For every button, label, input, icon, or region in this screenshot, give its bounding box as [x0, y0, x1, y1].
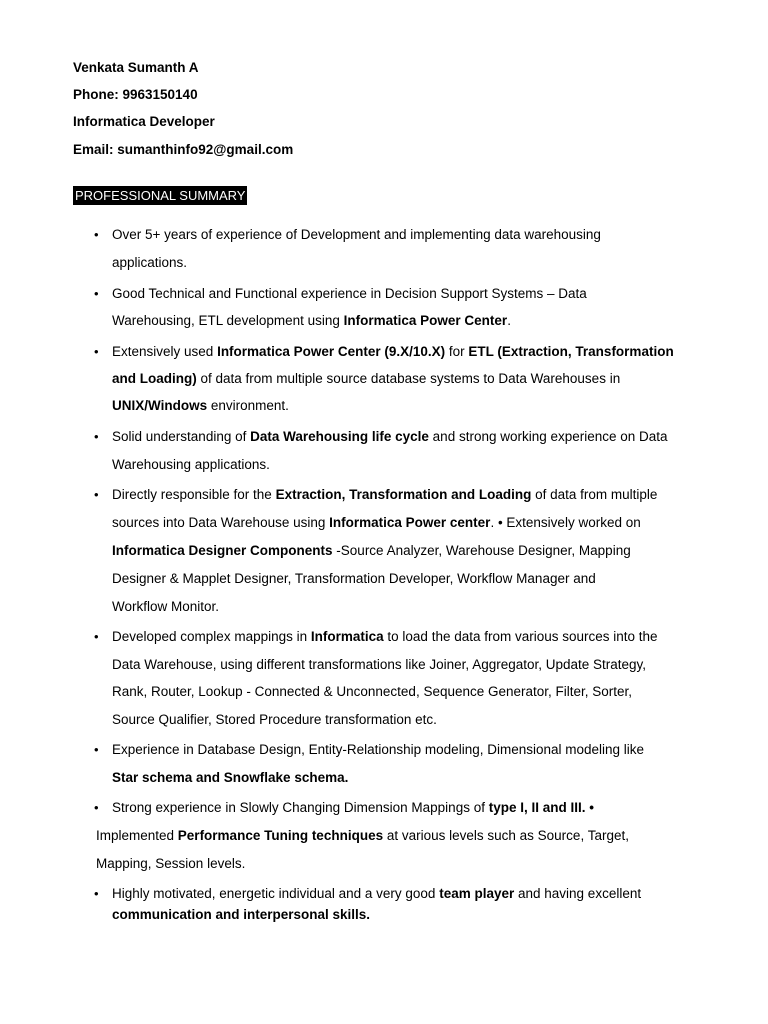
summary-bullet-line — [112, 886, 641, 902]
bold-text: Informatica — [310, 629, 384, 644]
bullet-glyph: • — [94, 886, 99, 901]
summary-bullet-line — [112, 457, 270, 473]
text-run: for — [445, 344, 469, 359]
text-run: Data Warehouse, using different transformations like Joiner, Aggregator, Update Strategy, — [112, 657, 647, 672]
text-run: Experience in Database Design, Entity-Relationship modeling, Dimensional modeling like — [112, 742, 645, 757]
text-run: Developed complex mappings in — [112, 629, 311, 644]
text-run: . • Extensively worked on — [490, 515, 641, 530]
bold-text: UNIX/Windows — [112, 398, 208, 413]
summary-bullet-line — [112, 429, 668, 445]
summary-bullet-line — [112, 657, 646, 673]
summary-bullet-line — [112, 742, 644, 758]
text-run: to load the data from various sources into the — [383, 629, 658, 644]
bold-text: type I, II and III. • — [488, 800, 594, 815]
summary-bullet-line — [112, 227, 601, 243]
bullet-glyph: • — [94, 487, 99, 502]
bullet-glyph: • — [94, 227, 99, 242]
text-run: sources into Data Warehouse using — [112, 515, 330, 530]
bold-text: ETL (Extraction, Transformation — [468, 344, 674, 359]
text-run: . — [507, 313, 511, 328]
text-run: and strong working experience on Data — [428, 429, 668, 444]
text-run: Extensively used — [112, 344, 218, 359]
text-run: of data from multiple source database systems to Data Warehouses in — [196, 371, 621, 386]
bold-text: communication and interpersonal skills. — [112, 907, 371, 922]
summary-bullet-line — [112, 800, 594, 816]
section-title-professional-summary: PROFESSIONAL SUMMARY — [75, 188, 246, 203]
text-run: Strong experience in Slowly Changing Dimension Mappings of — [112, 800, 489, 815]
text-run: Solid understanding of — [112, 429, 251, 444]
summary-bullet-line — [112, 543, 631, 559]
bold-text: Star schema and Snowflake schema. — [112, 770, 349, 785]
summary-bullet-line — [112, 286, 587, 302]
summary-bullet-line — [112, 371, 620, 387]
bold-text: Extraction, Transformation and Loading — [275, 487, 532, 502]
summary-bullet-line — [112, 599, 219, 615]
text-run: Good Technical and Functional experience in Decision Support Systems – Data — [112, 286, 587, 301]
bold-text: Data Warehousing life cycle — [250, 429, 429, 444]
text-run: Designer & Mapplet Designer, Transformation Developer, Workflow Manager and — [112, 571, 596, 586]
text-run: Over 5+ years of experience of Development and implementing data warehousing — [112, 227, 601, 242]
summary-bullet-line — [112, 770, 348, 786]
bullet-glyph: • — [94, 429, 99, 444]
summary-bullet-line — [112, 344, 674, 360]
summary-bullet-line — [112, 255, 187, 271]
text-run: Mapping, Session levels. — [96, 856, 246, 871]
bold-text: team player — [439, 886, 515, 901]
text-run: Warehousing, ETL development using — [112, 313, 344, 328]
bold-text: Performance Tuning techniques — [177, 828, 384, 843]
summary-bullet-line — [96, 856, 245, 872]
email-line: Email: sumanthinfo92@gmail.com — [73, 142, 294, 157]
summary-bullet-line — [112, 313, 511, 329]
job-title: Informatica Developer — [73, 114, 215, 129]
summary-bullet-line — [112, 487, 657, 503]
summary-bullet-line — [96, 828, 629, 844]
bold-text: Informatica Power Center — [343, 313, 508, 328]
text-run: Highly motivated, energetic individual and a very good — [112, 886, 440, 901]
text-run: Warehousing applications. — [112, 457, 270, 472]
text-run: and having excellent — [514, 886, 642, 901]
text-run: at various levels such as Source, Target, — [383, 828, 629, 843]
summary-bullet-line — [112, 398, 289, 414]
text-run: environment. — [207, 398, 289, 413]
text-run: Workflow Monitor. — [112, 599, 220, 614]
phone-line: Phone: 9963150140 — [73, 87, 198, 102]
summary-bullet-line — [112, 571, 596, 587]
bold-text: Informatica Power center — [329, 515, 491, 530]
text-run: -Source Analyzer, Warehouse Designer, Mapping — [332, 543, 631, 558]
text-run: Directly responsible for the — [112, 487, 276, 502]
bold-text: Informatica Power Center (9.X/10.X) — [217, 344, 446, 359]
bold-text: Informatica Designer Components — [112, 543, 333, 558]
summary-bullet-line — [112, 907, 370, 923]
bullet-glyph: • — [94, 286, 99, 301]
text-run: applications. — [112, 255, 188, 270]
summary-bullet-line — [112, 515, 641, 531]
text-run: Source Qualifier, Stored Procedure transformation etc. — [112, 712, 437, 727]
bullet-glyph: • — [94, 629, 99, 644]
text-run: Implemented — [96, 828, 178, 843]
summary-bullet-line — [112, 684, 632, 700]
text-run: of data from multiple — [531, 487, 658, 502]
bullet-glyph: • — [94, 800, 99, 815]
bullet-glyph: • — [94, 344, 99, 359]
summary-bullet-line — [112, 629, 658, 645]
summary-bullet-line — [112, 712, 437, 728]
candidate-name: Venkata Sumanth A — [73, 60, 199, 75]
bold-text: and Loading) — [112, 371, 197, 386]
text-run: Rank, Router, Lookup - Connected & Unconnected, Sequence Generator, Filter, Sorter, — [112, 684, 633, 699]
bullet-glyph: • — [94, 742, 99, 757]
